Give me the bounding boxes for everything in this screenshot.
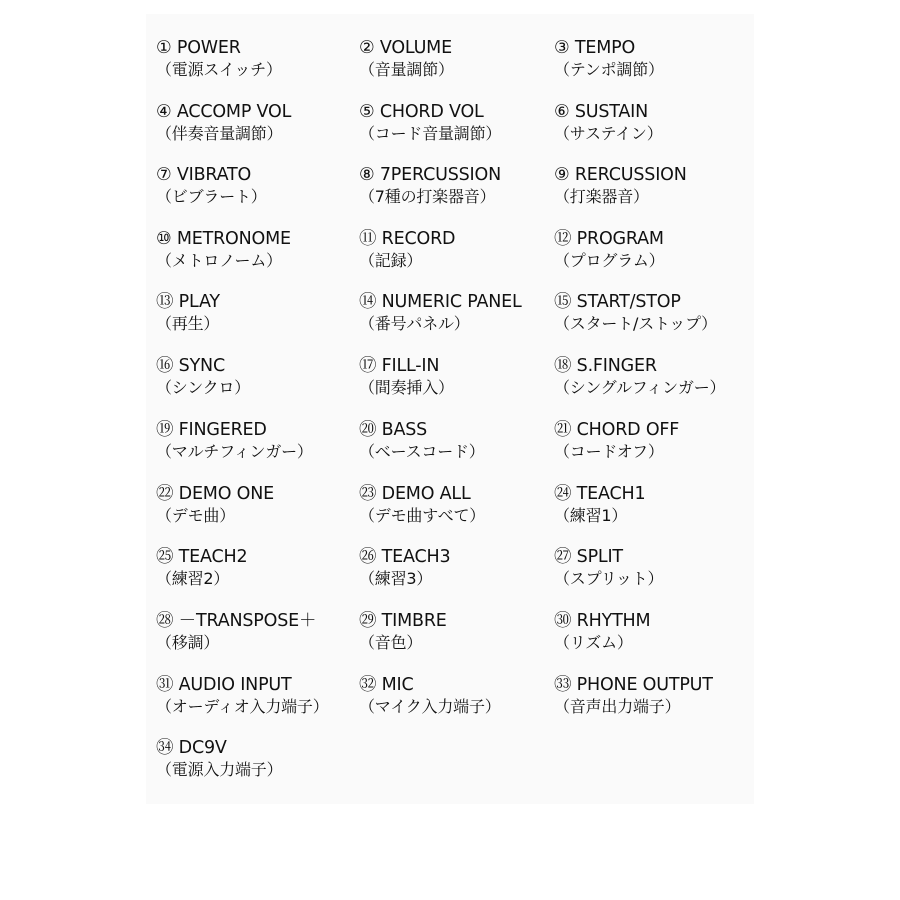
legend-item-name: ② VOLUME bbox=[359, 38, 452, 58]
legend-item-tempo bbox=[554, 38, 664, 80]
legend-item-desc: （再生） bbox=[156, 314, 220, 333]
legend-item-name: ⑮ START/STOP bbox=[554, 292, 681, 312]
legend-item-desc: （テンポ調節） bbox=[554, 60, 664, 79]
legend-item-record bbox=[359, 229, 455, 271]
legend-item-desc: （スタート/ストップ） bbox=[554, 314, 717, 333]
legend-item-name: ⑲ FINGERED bbox=[156, 420, 267, 440]
legend-item-name: ⑤ CHORD VOL bbox=[359, 102, 484, 122]
legend-item-name: ㉞ DC9V bbox=[156, 738, 227, 758]
legend-item-name: ④ ACCOMP VOL bbox=[156, 102, 292, 122]
legend-item-desc: （音声出力端子） bbox=[554, 697, 681, 716]
legend-item-start-stop bbox=[554, 292, 717, 334]
legend-item-desc: （音色） bbox=[359, 633, 423, 652]
legend-item-name: ㉙ TIMBRE bbox=[359, 611, 447, 631]
legend-item-chord-off bbox=[554, 420, 679, 462]
legend-item-desc: （伴奏音量調節） bbox=[156, 124, 283, 143]
legend-item-program bbox=[554, 229, 664, 271]
legend-item-fingered bbox=[156, 420, 313, 462]
legend-item-desc: （マイク入力端子） bbox=[359, 697, 501, 716]
legend-item-name: ⑪ RECORD bbox=[359, 229, 456, 249]
legend-item-name: ⑫ PROGRAM bbox=[554, 229, 664, 249]
legend-item-name: ⑳ BASS bbox=[359, 420, 428, 440]
legend-item-name: ㉝ PHONE OUTPUT bbox=[554, 675, 713, 695]
legend-item-volume bbox=[359, 38, 454, 80]
legend-item-desc: （記録） bbox=[359, 251, 423, 270]
legend-item-name: ㉔ TEACH1 bbox=[554, 484, 646, 504]
legend-item-numeric-panel bbox=[359, 292, 522, 334]
legend-item-name: ⑯ SYNC bbox=[156, 356, 225, 376]
legend-item-name: ⑧ 7PERCUSSION bbox=[359, 165, 501, 185]
legend-item-desc: （7種の打楽器音） bbox=[359, 187, 496, 206]
legend-item-demo-one bbox=[156, 484, 274, 526]
legend-item-name: ① POWER bbox=[156, 38, 241, 58]
legend-item-sync bbox=[156, 356, 250, 398]
legend-item-name: ㉑ CHORD OFF bbox=[554, 420, 680, 440]
legend-item-metronome bbox=[156, 229, 291, 271]
legend-item-desc: （ベースコード） bbox=[359, 442, 485, 461]
legend-item-desc: （シングルフィンガー） bbox=[554, 378, 726, 397]
legend-item-dc9v bbox=[156, 738, 282, 780]
legend-item-transpose bbox=[156, 611, 316, 653]
legend-item-desc: （コード音量調節） bbox=[359, 124, 502, 143]
legend-item-name: ⑦ VIBRATO bbox=[156, 165, 252, 185]
legend-item-desc: （練習3） bbox=[359, 569, 433, 588]
legend-item-fill-in bbox=[359, 356, 454, 398]
legend-item-teach1 bbox=[554, 484, 645, 526]
legend-item-name: ㉗ SPLIT bbox=[554, 547, 623, 567]
legend-item-desc: （シンクロ） bbox=[156, 378, 251, 397]
legend-item-desc: （電源入力端子） bbox=[156, 760, 283, 779]
legend-item-name: ⑥ SUSTAIN bbox=[554, 102, 649, 122]
legend-item-desc: （プログラム） bbox=[554, 251, 665, 270]
legend-item-desc: （デモ曲） bbox=[156, 506, 236, 525]
legend-item-desc: （メトロノーム） bbox=[156, 251, 282, 270]
legend-item-name: ⑱ S.FINGER bbox=[554, 356, 657, 376]
legend-item-desc: （練習2） bbox=[156, 569, 230, 588]
legend-item-name: ⑭ NUMERIC PANEL bbox=[359, 292, 522, 312]
legend-item-7percussion bbox=[359, 165, 501, 207]
legend-item-name: ③ TEMPO bbox=[554, 38, 636, 58]
legend-item-bass bbox=[359, 420, 485, 462]
legend-item-name: ㉖ TEACH3 bbox=[359, 547, 451, 567]
legend-item-name: ⑬ PLAY bbox=[156, 292, 220, 312]
legend-item-vibrato bbox=[156, 165, 267, 207]
legend-item-mic bbox=[359, 675, 501, 717]
legend-item-desc: （音量調節） bbox=[359, 60, 454, 79]
legend-item-name: ㉒ DEMO ONE bbox=[156, 484, 274, 504]
legend-item-desc: （マルチフィンガー） bbox=[156, 442, 313, 461]
legend-item-name: ㉜ MIC bbox=[359, 675, 414, 695]
legend-item-name: ㉘ －TRANSPOSE＋ bbox=[156, 611, 317, 631]
legend-item-desc: （オーディオ入力端子） bbox=[156, 697, 329, 716]
legend-item-teach3 bbox=[359, 547, 450, 589]
legend-item-accomp-vol bbox=[156, 102, 291, 144]
legend-item-rhythm bbox=[554, 611, 650, 653]
legend-item-name: ㉚ RHYTHM bbox=[554, 611, 651, 631]
legend-item-name: ⑨ RERCUSSION bbox=[554, 165, 687, 185]
legend-item-teach2 bbox=[156, 547, 247, 589]
legend-item-phone-output bbox=[554, 675, 713, 717]
legend-item-audio-input bbox=[156, 675, 329, 717]
legend-item-desc: （練習1） bbox=[554, 506, 628, 525]
legend-item-timbre bbox=[359, 611, 447, 653]
legend-item-desc: （移調） bbox=[156, 633, 220, 652]
legend-item-desc: （スプリット） bbox=[554, 569, 664, 588]
legend-item-name: ⑰ FILL-IN bbox=[359, 356, 440, 376]
legend-item-name: ㉕ TEACH2 bbox=[156, 547, 248, 567]
legend-item-desc: （間奏挿入） bbox=[359, 378, 454, 397]
legend-item-demo-all bbox=[359, 484, 485, 526]
legend-item-desc: （デモ曲すべて） bbox=[359, 506, 486, 525]
legend-item-power bbox=[156, 38, 282, 80]
legend-item-sustain bbox=[554, 102, 663, 144]
legend-item-play bbox=[156, 292, 220, 334]
legend-item-desc: （コードオフ） bbox=[554, 442, 664, 461]
legend-item-name: ⑩ METRONOME bbox=[156, 229, 291, 249]
legend-item-desc: （電源スイッチ） bbox=[156, 60, 282, 79]
legend-item-split bbox=[554, 547, 663, 589]
legend-item-name: ㉛ AUDIO INPUT bbox=[156, 675, 292, 695]
legend-item-desc: （サステイン） bbox=[554, 124, 663, 143]
legend-item-desc: （打楽器音） bbox=[554, 187, 649, 206]
legend-item-chord-vol bbox=[359, 102, 501, 144]
legend-item-desc: （番号パネル） bbox=[359, 314, 470, 333]
legend-item-desc: （リズム） bbox=[554, 633, 633, 652]
legend-item-s-finger bbox=[554, 356, 725, 398]
legend-item-rercussion bbox=[554, 165, 687, 207]
legend-item-name: ㉓ DEMO ALL bbox=[359, 484, 471, 504]
legend-item-desc: （ビブラート） bbox=[156, 187, 267, 206]
